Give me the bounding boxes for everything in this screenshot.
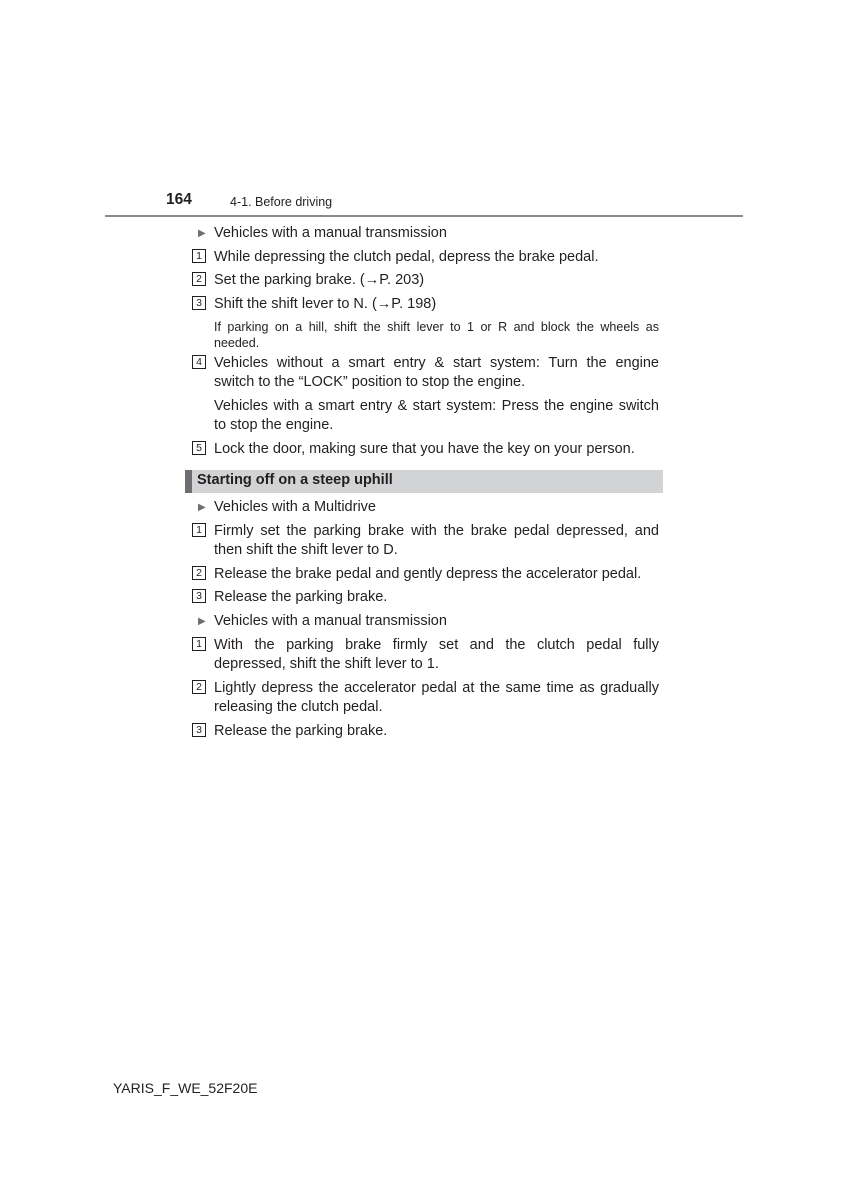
- step-number-3: 3: [192, 296, 206, 310]
- parking-step-4b-line-1: Vehicles with a smart entry & start system: Press the engine switch: [214, 398, 659, 414]
- header-divider: [105, 215, 743, 217]
- step-number-1: 1: [192, 523, 206, 537]
- multidrive-step-1-line-2: then shift the shift lever to D.: [214, 542, 398, 558]
- manual-uphill-step-1-line-2: depressed, shift the shift lever to 1.: [214, 656, 439, 672]
- step-number-3: 3: [192, 723, 206, 737]
- manual-uphill-step-3: Release the parking brake.: [214, 723, 388, 739]
- manual-uphill-step-1-line-1: With the parking brake firmly set and the clutch pedal fully: [214, 637, 659, 653]
- step-number-5: 5: [192, 441, 206, 455]
- step-number-2: 2: [192, 566, 206, 580]
- step-number-1: 1: [192, 249, 206, 263]
- multidrive-step-3: Release the parking brake.: [214, 589, 388, 605]
- subheading-accent-bar: [185, 470, 192, 493]
- triangle-bullet-icon: ▶: [198, 228, 206, 239]
- manual-transmission-heading: Vehicles with a manual transmission: [214, 225, 447, 241]
- uphill-subheading-title: Starting off on a steep uphill: [197, 472, 393, 488]
- hill-parking-note-line-1: If parking on a hill, shift the shift lever to 1 or R and block the wheels as: [214, 320, 659, 334]
- uphill-subheading: [185, 470, 663, 493]
- parking-step-1: While depressing the clutch pedal, depress the brake pedal.: [214, 249, 599, 265]
- step-number-2: 2: [192, 272, 206, 286]
- step-number-2: 2: [192, 680, 206, 694]
- manual-uphill-step-2-line-1: Lightly depress the accelerator pedal at the same time as gradually: [214, 680, 659, 696]
- step-number-1: 1: [192, 637, 206, 651]
- manual-uphill-step-2-line-2: releasing the clutch pedal.: [214, 699, 383, 715]
- page-number: 164: [166, 191, 192, 208]
- footer-document-code: YARIS_F_WE_52F20E: [113, 1080, 258, 1096]
- parking-step-5: Lock the door, making sure that you have the key on your person.: [214, 441, 635, 457]
- multidrive-step-2: Release the brake pedal and gently depress the accelerator pedal.: [214, 566, 642, 582]
- step-number-3: 3: [192, 589, 206, 603]
- manual-uphill-heading: Vehicles with a manual transmission: [214, 613, 447, 629]
- parking-step-4-line-1: Vehicles without a smart entry & start system: Turn the engine: [214, 355, 659, 371]
- multidrive-step-1-line-1: Firmly set the parking brake with the brake pedal depressed, and: [214, 523, 659, 539]
- triangle-bullet-icon: ▶: [198, 502, 206, 513]
- triangle-bullet-icon: ▶: [198, 616, 206, 627]
- parking-step-4b-line-2: to stop the engine.: [214, 417, 334, 433]
- multidrive-heading: Vehicles with a Multidrive: [214, 499, 376, 515]
- parking-step-2: Set the parking brake. (→P. 203): [214, 272, 425, 288]
- step-number-4: 4: [192, 355, 206, 369]
- parking-step-4-line-2: switch to the “LOCK” position to stop the engine.: [214, 374, 526, 390]
- parking-step-3: Shift the shift lever to N. (→P. 198): [214, 296, 437, 312]
- section-title: 4-1. Before driving: [230, 195, 333, 209]
- hill-parking-note-line-2: needed.: [214, 336, 260, 350]
